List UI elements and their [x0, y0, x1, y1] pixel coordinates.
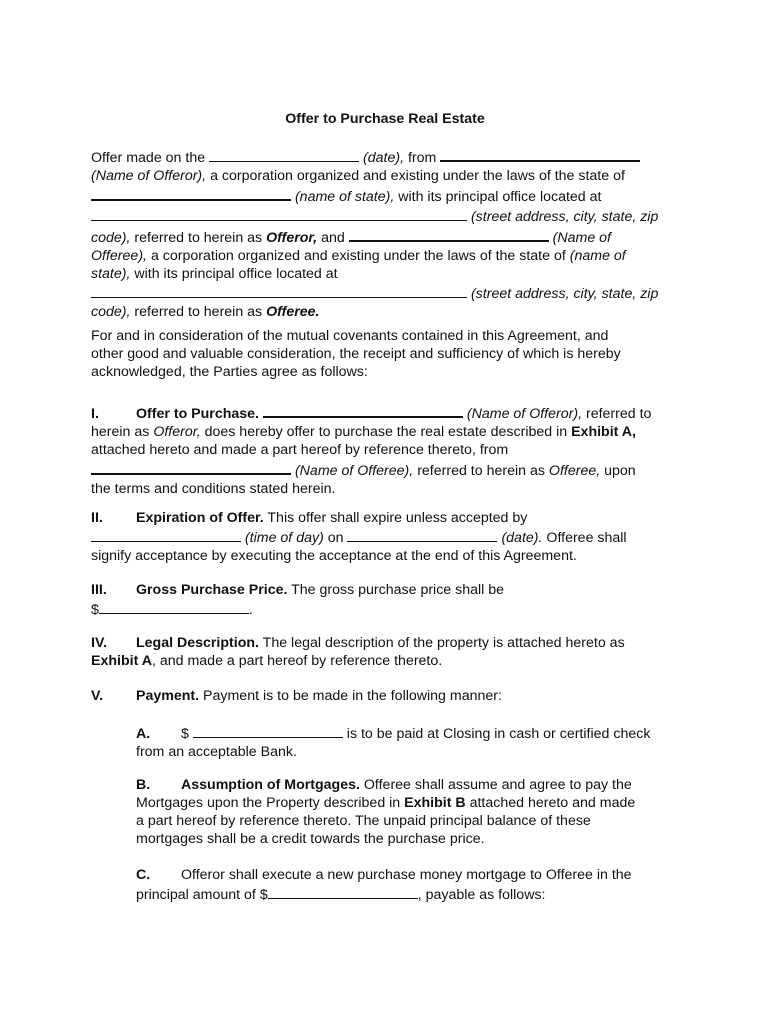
offeror-name-blank[interactable] — [440, 146, 640, 162]
section-legal-description: IV. Legal Description. The legal description of the property is attached hereto as Exhibit A, and made a part hereof by reference thereto. — [91, 635, 625, 669]
mortgage-amount-blank[interactable] — [268, 884, 418, 899]
expiration-time-blank[interactable] — [91, 527, 241, 542]
offeree-name-blank[interactable] — [349, 226, 549, 242]
offeror-name-blank-2[interactable] — [263, 402, 463, 418]
section-offer-to-purchase: I. Offer to Purchase. (Name of Offeror), referred to herein as Offeror, does hereby offer to purchase the real estate described in Exhibit A, attached hereto and made a part hereof by reference thereto, from (Name of Offeree), referred to herein as Offeree, upon the terms and conditions stated herein. — [91, 402, 681, 498]
document-title: Offer to Purchase Real Estate — [285, 111, 485, 127]
section-expiration-of-offer: II. Expiration of Offer. This offer shall expire unless accepted by (time of day) on (date). Offeree shall signify acceptance by executing the acceptance at the end of this Agreement. — [91, 510, 627, 564]
offeror-state-blank[interactable] — [91, 185, 291, 201]
purchase-price-blank[interactable] — [99, 599, 249, 614]
subsection-b: B. Assumption of Mortgages. Offeree shall assume and agree to pay the Mortgages upon the Property described in Exhibit B attached hereto and made a part hereof by reference thereto. The unpaid principal balance of these mortgages shall be a credit towards the purchase price. — [136, 777, 636, 847]
offer-date-blank[interactable] — [209, 147, 359, 162]
subsection-a: A. $ is to be paid at Closing in cash or certified check from an acceptable Bank. — [136, 723, 681, 761]
section-gross-purchase-price: III. Gross Purchase Price. The gross purchase price shall be $ . — [91, 582, 505, 618]
section-payment: V. Payment. Payment is to be made in the following manner: — [91, 688, 502, 704]
expiration-date-blank[interactable] — [347, 527, 497, 542]
consideration-paragraph: For and in consideration of the mutual covenants contained in this Agreement, and other good and valuable consideration, the receipt and sufficiency of which is hereby acknowledged, the Parties agree as follows: — [91, 328, 621, 380]
offeree-name-blank-2[interactable] — [91, 459, 291, 475]
intro-paragraph: Offer made on the (date), from (Name of Offeror), a corporation organized and existing under the laws of the state of (name of state), with its principal office located at (street address, city, state, zip code), referred to herein as Offeror, and (Name of Offeree), a corporation organized and existing under the laws of the state of (name of state), with its principal office located at (street address, city, state, zip code), referred to herein as Offeree. — [91, 146, 681, 321]
cash-amount-blank[interactable] — [193, 723, 343, 738]
offeree-address-blank[interactable] — [91, 283, 467, 298]
subsection-c: C. Offeror shall execute a new purchase money mortgage to Offeree in the principal amount of $ , payable as follows: — [136, 867, 632, 903]
offeror-address-blank[interactable] — [91, 206, 467, 221]
